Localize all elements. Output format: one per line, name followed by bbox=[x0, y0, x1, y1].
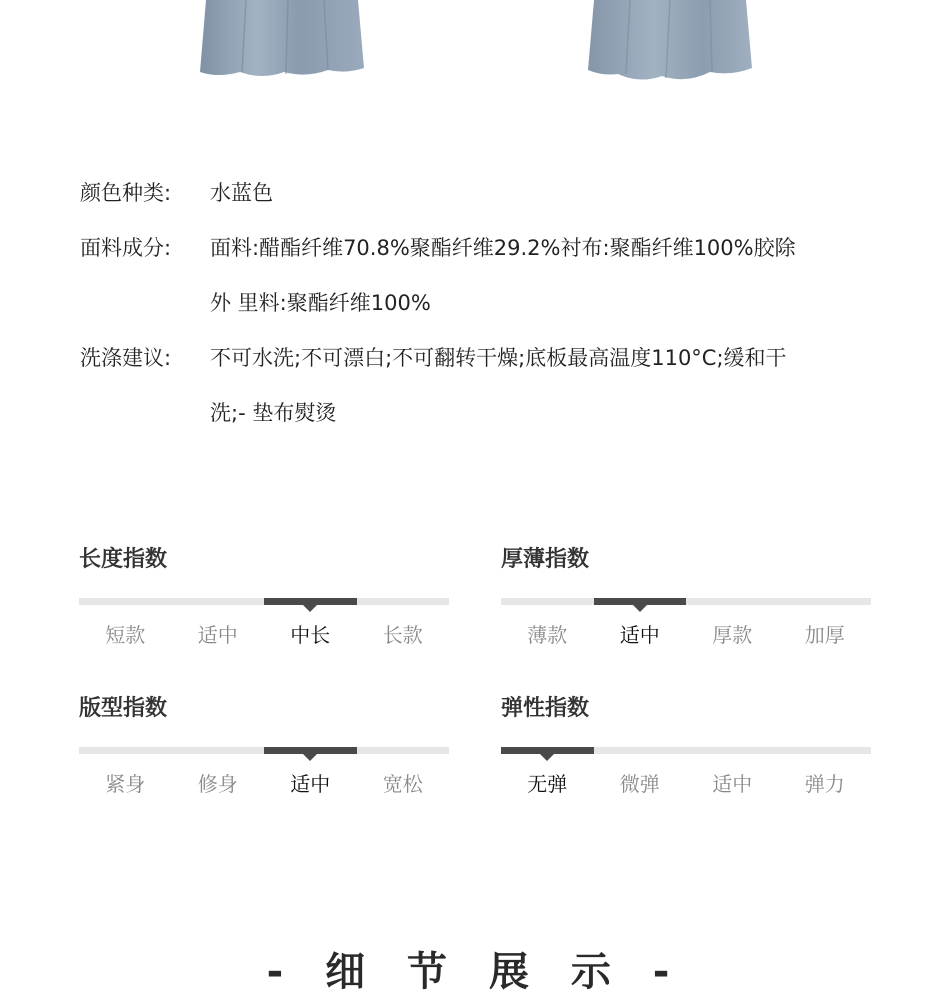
index-option: 微弹 bbox=[619, 772, 660, 796]
index-pointer bbox=[303, 605, 317, 612]
index-active-segment bbox=[264, 747, 357, 754]
index-option: 宽松 bbox=[382, 772, 423, 796]
detail-section-heading: - 细 节 展 示 - bbox=[266, 949, 684, 995]
index-options bbox=[501, 621, 871, 649]
index-option: 修身 bbox=[197, 772, 238, 796]
index-track bbox=[79, 598, 449, 605]
spec-label: 洗涤建议: bbox=[80, 346, 172, 370]
spec-value bbox=[210, 221, 880, 331]
fit-index bbox=[79, 694, 449, 798]
spec-row-fabric bbox=[80, 221, 880, 331]
index-active-segment bbox=[501, 747, 594, 754]
thickness-index bbox=[501, 545, 871, 649]
index-pointer bbox=[303, 754, 317, 761]
skirt-image-right bbox=[586, 0, 756, 86]
spec-label: 面料成分: bbox=[80, 236, 172, 260]
index-pointer bbox=[540, 754, 554, 761]
index-title: 弹性指数 bbox=[501, 696, 590, 721]
index-options bbox=[79, 770, 449, 798]
index-option: 长款 bbox=[382, 623, 423, 647]
index-title: 厚薄指数 bbox=[501, 547, 590, 572]
index-active-segment bbox=[594, 598, 687, 605]
index-active-segment bbox=[264, 598, 357, 605]
spec-value-line: 外 里料:聚酯纤维100% bbox=[210, 291, 431, 315]
spec-row-color bbox=[80, 166, 880, 221]
skirt-image-left bbox=[196, 0, 368, 82]
index-option: 弹力 bbox=[804, 772, 845, 796]
index-option: 无弹 bbox=[527, 772, 568, 796]
spec-value-line: 洗;- 垫布熨烫 bbox=[210, 401, 337, 425]
index-options bbox=[501, 770, 871, 798]
spec-value bbox=[210, 331, 880, 441]
index-track bbox=[501, 747, 871, 754]
index-title: 长度指数 bbox=[79, 547, 168, 572]
index-pointer bbox=[633, 605, 647, 612]
index-option: 薄款 bbox=[527, 623, 568, 647]
spec-label: 颜色种类: bbox=[80, 181, 172, 205]
index-track bbox=[501, 598, 871, 605]
spec-row-care bbox=[80, 331, 880, 441]
spec-value-line: 不可水洗;不可漂白;不可翻转干燥;底板最高温度110°C;缓和干 bbox=[210, 346, 787, 370]
index-title: 版型指数 bbox=[79, 696, 168, 721]
index-option: 中长 bbox=[290, 623, 331, 647]
product-specs bbox=[80, 166, 880, 441]
length-index bbox=[79, 545, 449, 649]
index-option: 适中 bbox=[197, 623, 238, 647]
index-option: 厚款 bbox=[712, 623, 753, 647]
index-options bbox=[79, 621, 449, 649]
index-option: 紧身 bbox=[105, 772, 146, 796]
index-option: 适中 bbox=[290, 772, 331, 796]
index-option: 短款 bbox=[105, 623, 146, 647]
index-option: 适中 bbox=[712, 772, 753, 796]
spec-value-line: 面料:醋酯纤维70.8%聚酯纤维29.2%衬布:聚酯纤维100%胶除 bbox=[210, 236, 796, 260]
index-option: 加厚 bbox=[804, 623, 845, 647]
index-track bbox=[79, 747, 449, 754]
index-option: 适中 bbox=[619, 623, 660, 647]
elasticity-index bbox=[501, 694, 871, 798]
spec-value: 水蓝色 bbox=[210, 181, 273, 205]
